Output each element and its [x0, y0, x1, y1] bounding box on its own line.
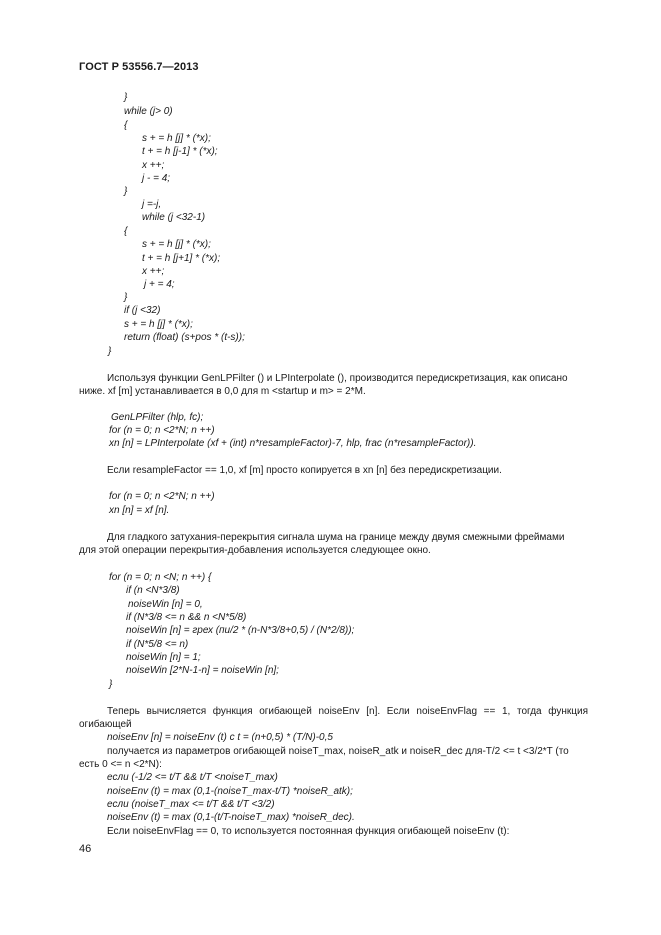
paragraph-line: ниже. xf [m] устанавливается в 0,0 для m <startup и m> = 2*M.: [79, 386, 366, 397]
code-line: t + = h [j-1] * (*x);: [142, 146, 218, 157]
code-line: if (j <32): [124, 305, 161, 316]
code-line: x ++;: [142, 266, 165, 277]
code-line: if (n <N*3/8): [126, 585, 180, 596]
paragraph-line: есть 0 <= n <2*N):: [79, 759, 162, 770]
code-line: }: [124, 186, 128, 197]
code-line: j + = 4;: [144, 279, 175, 290]
code-line: s + = h [j] * (*x);: [142, 133, 211, 144]
paragraph-line: Для гладкого затухания-перекрытия сигнала шума на границе между двумя смежными фреймами: [107, 532, 565, 543]
page-number: 46: [79, 843, 92, 855]
code-line: s + = h [j] * (*x);: [124, 319, 193, 330]
code-line: }: [124, 92, 128, 103]
code-line: while (j> 0): [124, 106, 173, 117]
formula-line: если (-1/2 <= t/T && t/T <noiseT_max): [107, 772, 278, 783]
code-line: noiseWin [n] = 1;: [126, 652, 201, 663]
code-line: noiseWin [2*N-1-n] = noiseWin [n];: [126, 665, 279, 676]
formula-line: noiseEnv (t) = max (0,1-(t/T-noiseT_max) *noiseR_dec).: [107, 812, 355, 823]
paragraph-line: огибающей: [79, 719, 132, 730]
code-line: if (N*5/8 <= n): [126, 639, 189, 650]
code-line: xn [n] = xf [n].: [109, 505, 170, 516]
code-line: GenLPFilter (hlp, fc);: [111, 412, 204, 423]
formula-line: noiseEnv (t) = max (0,1-(noiseT_max-t/T) *noiseR_atk);: [107, 786, 353, 797]
code-line: }: [124, 292, 128, 303]
paragraph-line: Если noiseEnvFlag == 0, то используется постоянная функция огибающей noiseEnv (t):: [107, 826, 510, 837]
paragraph-line: Если resampleFactor == 1,0, xf [m] просто копируется в xn [n] без передискретизации.: [107, 465, 502, 476]
code-line: for (n = 0; n <N; n ++) {: [109, 572, 212, 583]
formula-line: noiseEnv [n] = noiseEnv (t) с t = (n+0,5) * (T/N)-0,5: [107, 732, 333, 743]
code-line: for (n = 0; n <2*N; n ++): [109, 491, 215, 502]
paragraph-line: для этой операции перекрытия-добавления используется следующее окно.: [79, 545, 431, 556]
code-line: x ++;: [142, 160, 165, 171]
code-line: return (float) (s+pos * (t-s));: [124, 332, 245, 343]
code-line: t + = h [j+1] * (*x);: [142, 253, 221, 264]
paragraph-line: получается из параметров огибающей noiseT_max, noiseR_atk и noiseR_dec для-T/2 <= t <3/2*T (то: [107, 746, 569, 757]
code-line: j - = 4;: [142, 173, 171, 184]
code-line: xn [n] = LPInterpolate (xf + (int) n*resampleFactor)-7, hlp, frac (n*resampleFactor)).: [109, 438, 477, 449]
code-line: {: [124, 226, 128, 237]
paragraph-line: Используя функции GenLPFilter () и LPInterpolate (), производится передискретизация, как описано: [107, 373, 568, 384]
code-line: noiseWin [n] = 0,: [128, 599, 203, 610]
code-line: {: [124, 120, 128, 131]
document-header: ГОСТ Р 53556.7—2013: [79, 61, 199, 73]
formula-line: если (noiseT_max <= t/T && t/T <3/2): [107, 799, 275, 810]
code-line: if (N*3/8 <= n && n <N*5/8): [126, 612, 247, 623]
paragraph-line: Теперь вычисляется функция огибающей noiseEnv [n]. Если noiseEnvFlag == 1, тогда функция: [107, 706, 588, 717]
code-line: for (n = 0; n <2*N; n ++): [109, 425, 215, 436]
code-line: noiseWin [n] = грех (пи/2 * (n-N*3/8+0,5) / (N*2/8));: [126, 625, 355, 636]
code-line: j =-j,: [142, 199, 162, 210]
code-line: }: [108, 346, 112, 357]
code-line: s + = h [j] * (*x);: [142, 239, 211, 250]
code-line: while (j <32-1): [142, 212, 206, 223]
code-line: }: [109, 679, 113, 690]
